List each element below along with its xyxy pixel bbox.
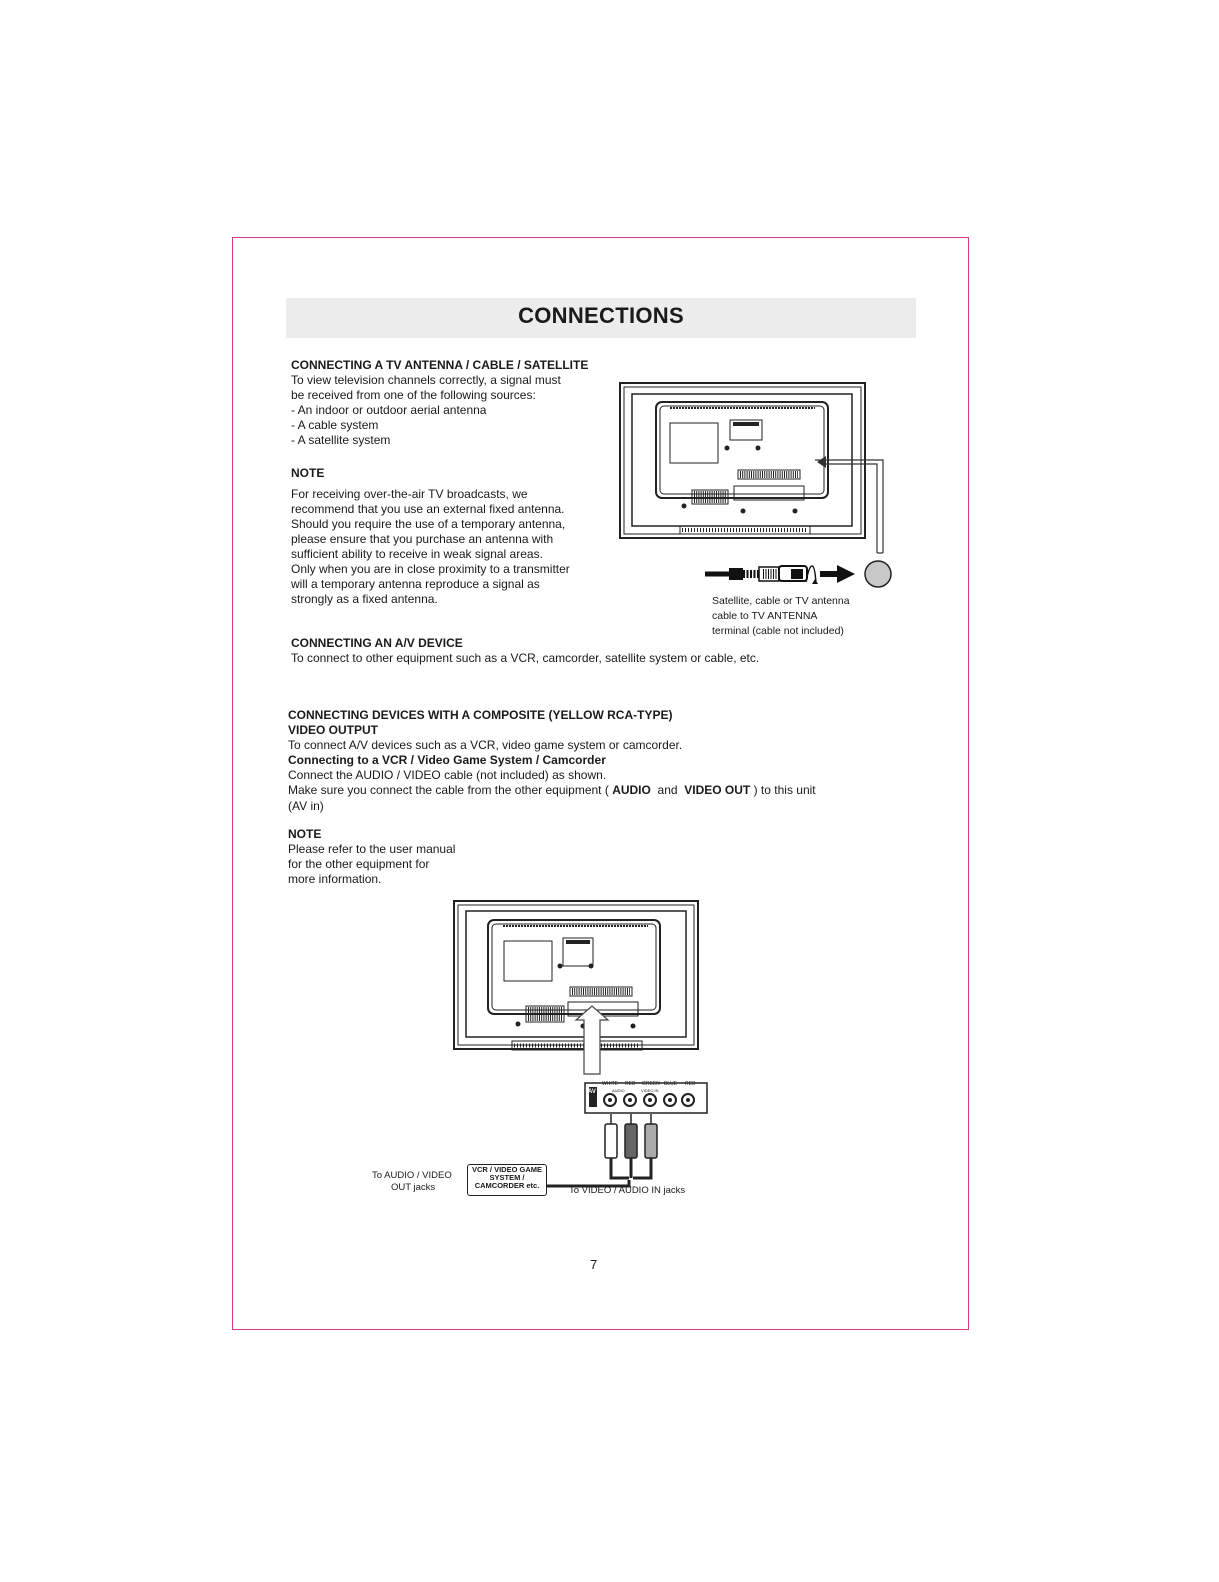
antenna-note-1: For receiving over-the-air TV broadcasts, we [291,487,528,501]
composite-make-sure [288,783,816,798]
antenna-note-3: Should you require the use of a temporary antenna, [291,517,566,531]
right-caption: To VIDEO / AUDIO IN jacks [569,1185,686,1196]
composite-intro: To connect A/V devices such as a VCR, video game system or camcorder. [288,738,683,752]
antenna-note-7: will a temporary antenna reproduce a signal as [291,577,540,591]
antenna-cable-graphic [703,558,898,592]
antenna-source-2: - A cable system [291,418,379,432]
av-badge: AV [588,1089,596,1095]
port-label-video-in: VIDEO IN [641,1088,659,1093]
composite-note-3: more information. [288,872,382,886]
port-label-green: GREEN [642,1081,660,1087]
page-title: CONNECTIONS [518,303,684,328]
antenna-note-2: recommend that you use an external fixed antenna. [291,502,565,516]
composite-instruction: Connect the AUDIO / VIDEO cable (not included) as shown. [288,768,607,782]
left-caption-2: OUT jacks [391,1182,436,1193]
port-label-audio: AUDIO [612,1088,625,1093]
page-number: 7 [590,1257,598,1272]
antenna-intro-2: be received from one of the following sources: [291,388,536,402]
composite-heading-2: VIDEO OUTPUT [288,723,379,737]
video-out-label: VIDEO OUT [684,783,751,797]
av-device-text: To connect to other equipment such as a VCR, camcorder, satellite system or cable, etc. [291,651,760,665]
antenna-heading: CONNECTING A TV ANTENNA / CABLE / SATELLITE [291,358,589,372]
and-label: and [657,783,678,797]
antenna-note-5: sufficient ability to receive in weak signal areas. [291,547,543,561]
composite-subheading: Connecting to a VCR / Video Game System / Camcorder [288,753,606,767]
left-caption-1: To AUDIO / VIDEO [372,1170,452,1181]
tv-rear-diagram-antenna [600,378,900,583]
antenna-note-heading: NOTE [291,466,325,480]
antenna-source-3: - A satellite system [291,433,391,447]
composite-note-2: for the other equipment for [288,857,430,871]
port-label-red-2: RED [685,1081,696,1087]
composite-note-heading: NOTE [288,827,322,841]
composite-note-1: Please refer to the user manual [288,842,456,856]
audio-label: AUDIO [612,783,651,797]
make-sure-prefix: Make sure you connect the cable from the other equipment ( [288,783,609,797]
port-label-blue: BLUE [664,1081,678,1087]
composite-heading-1: CONNECTING DEVICES WITH A COMPOSITE (YELLOW RCA-TYPE) [288,708,673,722]
antenna-note-4: please ensure that you purchase an antenna with [291,532,554,546]
antenna-source-1: - An indoor or outdoor aerial antenna [291,403,487,417]
antenna-caption-1: Satellite, cable or TV antenna [712,595,850,607]
antenna-note-8: strongly as a fixed antenna. [291,592,438,606]
device-box-line-3: CAMCORDER etc. [474,1181,540,1190]
antenna-note-6: Only when you are in close proximity to a transmitter [291,562,570,576]
device-box-line-2: SYSTEM / [489,1173,525,1182]
port-label-red: RED [625,1081,636,1087]
device-box-line-1: VCR / VIDEO GAME [471,1165,542,1174]
composite-av-in: (AV in) [288,799,324,813]
antenna-intro-1: To view television channels correctly, a signal must [291,373,561,387]
make-sure-suffix: ) to this unit [753,783,816,797]
port-label-white: WHITE [602,1081,619,1087]
antenna-caption-2: cable to TV ANTENNA [712,610,818,622]
antenna-caption-3: terminal (cable not included) [712,625,844,637]
av-device-heading: CONNECTING AN A/V DEVICE [291,636,463,650]
